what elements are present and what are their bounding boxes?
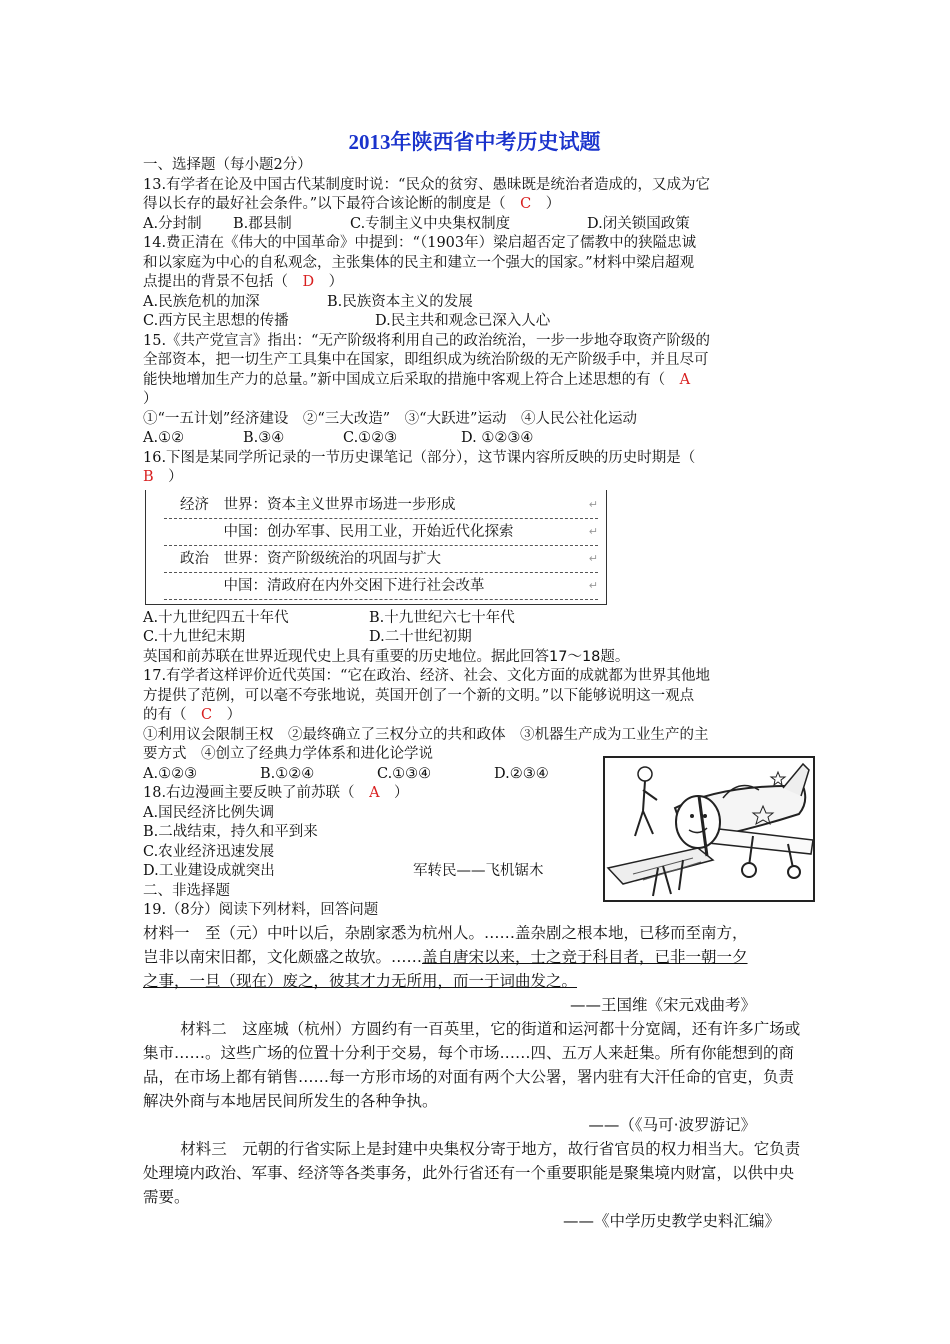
q14-option-c: C.西方民主思想的传播 <box>143 313 289 329</box>
cartoon-caption: 军转民——飞机锯木 <box>413 863 544 879</box>
notes-line-3: 政治 世界：资产阶级统治的巩固与扩大 ↵ <box>164 546 598 573</box>
q13-line2: 得以长存的最好社会条件。”以下最符合该论断的制度是（ C ） <box>143 196 561 212</box>
q18-option-b: B.二战结束，持久和平到来 <box>143 824 318 840</box>
q14-answer: D <box>302 274 315 290</box>
q16-option-c: C.十九世纪末期 <box>143 629 246 645</box>
q15-options <box>143 429 808 449</box>
q17-answer: C <box>201 707 213 723</box>
q15-close: ） <box>143 391 158 407</box>
q18-line1: 18.右边漫画主要反映了前苏联（ A ） <box>143 785 409 801</box>
q16-option-b: B.十九世纪六七十年代 <box>369 609 515 626</box>
q15-option-b: B.③④ <box>243 430 285 446</box>
q15-option-a: A.①② <box>143 430 185 446</box>
return-mark-icon: ↵ <box>588 578 598 592</box>
q14-line2: 和以家庭为中心的自私观念，主张集体的民主和建立一个强大的国家。”材料中梁启超观 <box>143 254 695 271</box>
q17-items2: 要方式 ④创立了经典力学体系和进化论学说 <box>143 746 433 762</box>
material-3: 材料三 元朝的行省实际上是封建中央集权分寄于地方，故行省官员的权力相当大。它负责处理境内政治、军事、经济等各类事务，此外行省还有一个重要职能是聚集境内财富，以供中央需要。 <box>143 1139 801 1206</box>
q14-line3: 点提出的背景不包括（ D ） <box>143 274 344 290</box>
exam-page <box>143 128 808 1233</box>
q16-options-row1 <box>143 609 808 629</box>
page-title: 2013年陕西省中考历史试题 <box>348 130 601 154</box>
q15-option-c: C.①②③ <box>343 430 398 446</box>
material-2-source: ——（《马可·波罗游记》 <box>588 1115 756 1134</box>
q17-line1: 17.有学者这样评价近代英国：“它在政治、经济、社会、文化方面的成就都为世界其他地 <box>143 668 710 684</box>
q15-line1: 15.《共产党宣言》指出：“无产阶级将利用自己的政治统治，一步一步地夺取资产阶级的 <box>143 332 710 349</box>
q14-option-d: D.民主共和观念已深入人心 <box>375 313 551 329</box>
q18-option-a: A.国民经济比例失调 <box>143 804 275 821</box>
q13-options <box>143 215 808 235</box>
notes-line-2: 中国：创办军事、民用工业，开始近代化探索 ↵ <box>164 519 598 546</box>
q18-option-d: D.工业建设成就突出 <box>143 863 275 879</box>
q17-line3: 的有（ C ） <box>143 707 242 723</box>
q16-option-d: D.二十世纪初期 <box>369 629 472 645</box>
q14-option-b: B.民族资本主义的发展 <box>327 293 473 310</box>
q15-items: ①“一五计划”经济建设 ②“三大改造” ③“大跃进”运动 ④人民公社化运动 <box>143 410 637 427</box>
q13-option-d: D.闭关锁国政策 <box>587 215 690 232</box>
material-2: 材料二 这座城（杭州）方圆约有一百英里，它的街道和运河都十分宽阔，还有许多广场或集市……。这些广场的位置十分利于交易，每个市场……四、五万人来赶集。所有你能想到的商品，在市场上都有销售……每一方形市场的对面有两个大公署，署内驻有大汗任命的官吏，负责解决外商与本地居民间所发生的各种争执。 <box>143 1019 801 1110</box>
q16-option-a: A.十九世纪四五十年代 <box>143 609 289 626</box>
q13-option-a: A.分封制 <box>143 215 202 232</box>
q15-option-d: D. ①②③④ <box>461 430 534 446</box>
section-heading-choice: 一、选择题（每小题2分） <box>143 157 312 173</box>
material-1: 材料一 至（元）中叶以后，杂剧家悉为杭州人。……盖杂剧之根本地，已移而至南方， 岂非以南宋旧都，文化颇盛之故欤。……盖自唐宋以来，士之竞于科目者，已非一朝一夕 之事，一旦（现在）废之，彼其才力无所用，而一于词曲发之。 ——王国维《宋元戏曲考》 <box>143 921 808 1017</box>
q15-answer: A <box>679 371 691 388</box>
q17-option-b: B.①②④ <box>260 765 315 782</box>
material-3-source: ——《中学历史教学史料汇编》 <box>562 1211 780 1230</box>
q14-line1: 14.费正清在《伟大的中国革命》中提到：“（1903年）梁启超否定了儒教中的狭隘忠诚 <box>143 235 697 251</box>
airplane-sawing-cartoon <box>603 756 815 902</box>
q17-items1: ①利用议会限制王权 ②最终确立了三权分立的共和政体 ③机器生产成为工业生产的主 <box>143 726 709 743</box>
return-mark-icon: ↵ <box>588 551 598 565</box>
return-mark-icon: ↵ <box>588 497 598 511</box>
q18-answer: A <box>369 785 380 801</box>
q14-options-row1 <box>143 293 808 313</box>
q17-option-d: D.②③④ <box>494 765 549 782</box>
q16-answer-line: B ） <box>143 469 183 485</box>
q19-heading: 19.（8分）阅读下列材料，回答问题 <box>143 902 379 918</box>
q16-answer: B <box>143 469 154 485</box>
q18-option-c: C.农业经济迅速发展 <box>143 843 275 860</box>
q13-answer: C <box>520 196 532 212</box>
intro-17-18: 英国和前苏联在世界近现代史上具有重要的历史地位。据此回答17～18题。 <box>143 648 630 665</box>
q17-option-a: A.①②③ <box>143 765 198 782</box>
q17-option-c: C.①③④ <box>377 765 432 782</box>
q15-line2: 全部资本，把一切生产工具集中在国家，即组织成为统治阶级的无产阶级手中，并且尽可 <box>143 352 709 368</box>
q15-line3: 能快地增加生产力的总量。”新中国成立后采取的措施中客观上符合上述思想的有（ A <box>143 371 691 388</box>
q17-line2: 方提供了范例，可以毫不夸张地说，英国开创了一个新的文明。”以下能够说明这一观点 <box>143 687 695 704</box>
q14-options-row2 <box>143 312 808 332</box>
q13-line1: 13.有学者在论及中国古代某制度时说：“民众的贫穷、愚昧既是统治者造成的，又成为它 <box>143 176 710 193</box>
q16-line1: 16.下图是某同学所记录的一节历史课笔记（部分），这节课内容所反映的历史时期是（ <box>143 449 696 466</box>
notes-line-1: 经济 世界：资本主义世界市场进一步形成 ↵ <box>164 492 598 519</box>
class-notes-figure <box>145 490 607 605</box>
material-1-source: ——王国维《宋元戏曲考》 <box>569 995 756 1014</box>
notes-line-4: 中国：清政府在内外交困下进行社会改革 ↵ <box>164 573 598 600</box>
q13-option-c: C.专制主义中央集权制度 <box>350 215 511 232</box>
q16-options-row2 <box>143 628 808 648</box>
return-mark-icon: ↵ <box>588 524 598 538</box>
section-heading-nonchoice: 二、非选择题 <box>143 882 230 899</box>
q14-option-a: A.民族危机的加深 <box>143 293 260 310</box>
q13-option-b: B.郡县制 <box>233 215 292 232</box>
